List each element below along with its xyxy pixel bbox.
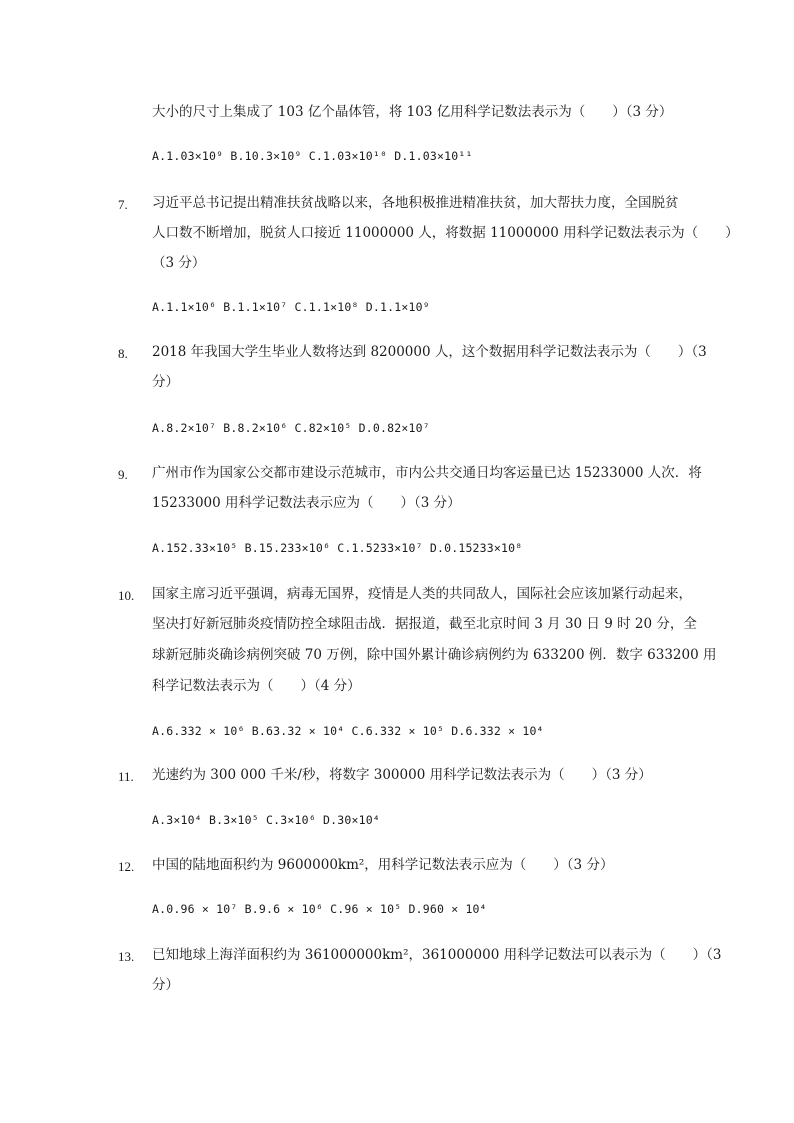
question-8-number: 8.	[118, 346, 128, 361]
question-7-line-3: （3 分）	[152, 255, 206, 271]
question-12-number: 12.	[118, 859, 135, 874]
question-13-number: 13.	[118, 949, 135, 964]
question-10-line-3: 球新冠肺炎确诊病例突破 70 万例，除中国外累计确诊病例约为 633200 例．数字 633200 用	[152, 647, 717, 663]
question-10-line-1: 国家主席习近平强调，病毒无国界，疫情是人类的共同敌人，国际社会应该加紧行动起来，	[152, 586, 692, 602]
question-8-options: A.8.2×10⁷ B.8.2×10⁶ C.82×10⁵ D.0.82×10⁷	[152, 421, 430, 435]
question-7-line-2: 人口数不断增加，脱贫人口接近 11000000 人，将数据 11000000 用科学记数法表示为（ ）	[152, 225, 739, 241]
question-9-number: 9.	[118, 467, 128, 482]
question-8-line-2: 分）	[152, 374, 179, 390]
question-11-options: A.3×10⁴ B.3×10⁵ C.3×10⁶ D.30×10⁴	[152, 813, 380, 827]
question-8-line-1: 2018 年我国大学生毕业人数将达到 8200000 人，这个数据用科学记数法表示为（ ）（3	[152, 344, 707, 360]
question-10-number: 10.	[118, 588, 135, 603]
question-7-options: A.1.1×10⁶ B.1.1×10⁷ C.1.1×10⁸ D.1.1×10⁹	[152, 300, 430, 314]
question-6-options: A.1.03×10⁹ B.10.3×10⁹ C.1.03×10¹⁰ D.1.03×10¹¹	[152, 149, 473, 163]
question-12-options: A.0.96 × 10⁷ B.9.6 × 10⁶ C.96 × 10⁵ D.960 × 10⁴	[152, 902, 487, 916]
question-13-line-2: 分）	[152, 977, 179, 993]
question-6-line-1: 大小的尺寸上集成了 103 亿个晶体管，将 103 亿用科学记数法表示为（ ）（3 分）	[152, 104, 673, 120]
question-9-line-1: 广州市作为国家公交都市建设示范城市，市内公共交通日均客运量已达 15233000 人次．将	[152, 465, 702, 481]
question-9-options: A.152.33×10⁵ B.15.233×10⁶ C.1.5233×10⁷ D.0.15233×10⁸	[152, 541, 523, 555]
question-10-line-4: 科学记数法表示为（ ）（4 分）	[152, 678, 361, 694]
question-10-options: A.6.332 × 10⁶ B.63.32 × 10⁴ C.6.332 × 10⁵ D.6.332 × 10⁴	[152, 724, 544, 738]
question-11-number: 11.	[118, 769, 134, 784]
question-12-line-1: 中国的陆地面积约为 9600000km²，用科学记数法表示应为（ ）（3 分）	[152, 857, 614, 873]
question-9-line-2: 15233000 用科学记数法表示应为（ ）（3 分）	[152, 495, 461, 511]
question-7-line-1: 习近平总书记提出精准扶贫战略以来，各地积极推进精准扶贫，加大帮扶力度，全国脱贫	[152, 195, 679, 211]
question-11-line-1: 光速约为 300 000 千米/秒，将数字 300000 用科学记数法表示为（ ）（3 分）	[152, 767, 652, 783]
question-13-line-1: 已知地球上海洋面积约为 361000000km²，361000000 用科学记数法可以表示为（ ）（3	[152, 947, 722, 963]
question-10-line-2: 坚决打好新冠肺炎疫情防控全球阻击战．据报道，截至北京时间 3 月 30 日 9 时 20 分，全	[152, 616, 697, 632]
question-7-number: 7.	[118, 197, 128, 212]
